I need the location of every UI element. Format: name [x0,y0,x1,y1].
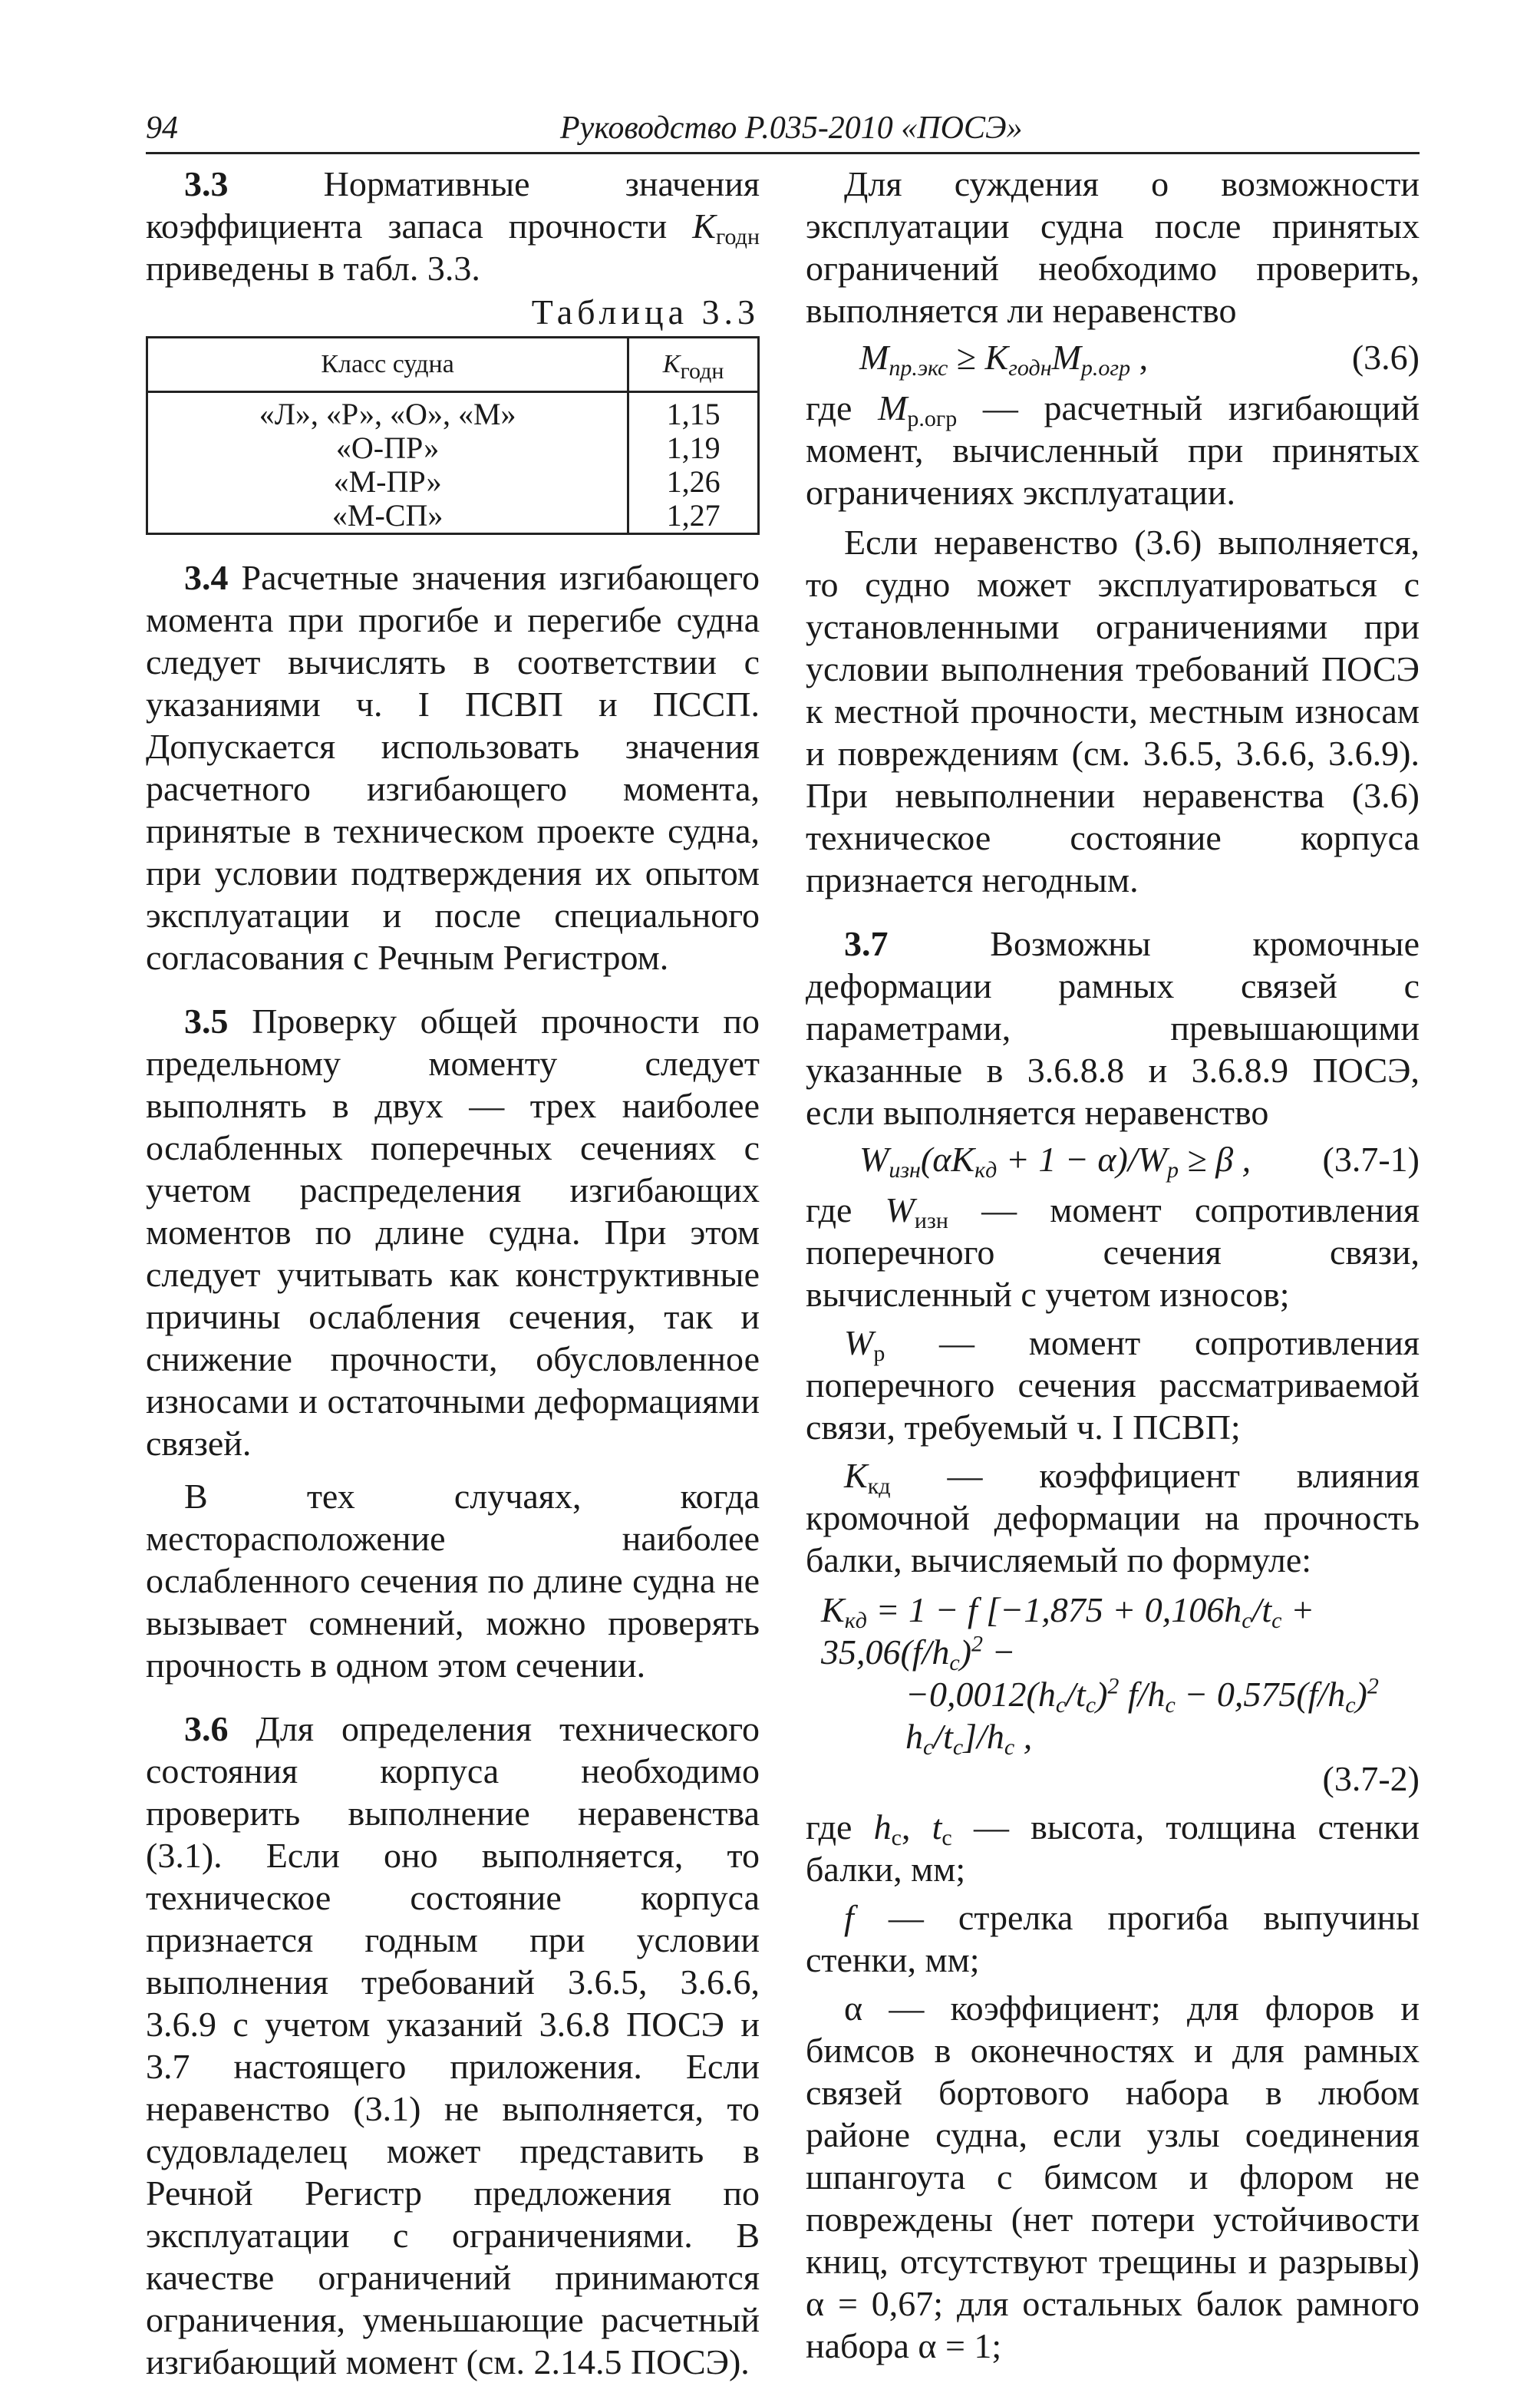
page-number: 94 [146,111,178,146]
formula-number: (3.7-1) [1322,1140,1420,1179]
running-title: Руководство Р.035-2010 «ПОСЭ» [560,111,1023,146]
section-3-4: 3.4 Расчетные значения изгибающего момента при прогибе и перегибе судна следует вычислять в соответствии с указаниями ч. I ПСВП и ПССП. Допускается использовать значения расчетного изгибающего момента, принятые в техническом проекте судна, при условии подтверждения их опытом эксплуатации и после специального согласования с Речным Регистром. [146,558,760,977]
table-row: «О-ПР» 1,19 [147,431,759,465]
formula-3-7-1: $W_{изн}(\alpha K_{кд} + 1 - \alpha)/W_р \ge \beta$ , (3.7-1) [859,1140,1420,1183]
formula-number: (3.7-2) [1322,1759,1420,1798]
right-column [806,163,1420,2367]
paragraph-condition-result: Если неравенство (3.6) выполняется, то судно может эксплуатироваться с установленными ограничениями при условии выполнения требований ПОСЭ к местной прочности, местным износам и повреждениям (см. 3.6.5, 3.6.6, 3.6.9). При невыполнении неравенства (3.6) техническое состояние корпуса признается негодным. [806,523,1420,899]
where-w-izn: где $W_{изн}$ — момент сопротивления поперечного сечения связи, вычисленный с учетом износов; [806,1190,1420,1314]
safety-factor-table [146,336,760,535]
page-header [146,107,1420,154]
table-header-class: Класс судна [147,338,628,392]
formula-number: (3.6) [1351,338,1420,377]
where-w-p: $W_р$ — момент сопротивления поперечного сечения рассматриваемой связи, требуемый ч. I ПСВП; [806,1323,1420,1447]
table-row: «Л», «Р», «О», «М» 1,15 [147,392,759,432]
where-m-rogr: где $M_{р.огр}$ — расчетный изгибающий момент, вычисленный при принятых ограничениях эксплуатации. [806,388,1420,512]
section-3-3: 3.3 Нормативные значения коэффициента запаса прочности $K_{годн}$ приведены в табл. 3.3. [146,164,760,288]
left-column [146,163,760,2383]
where-h-t: где $h_с$, $t_с$ — высота, толщина стенки балки, мм; [806,1807,1420,1889]
paragraph-inequality-intro: Для суждения о возможности эксплуатации судна после принятых ограничений необходимо проверить, выполняется ли неравенство [806,164,1420,330]
where-k-kd: $K_{кд}$ — коэффициент влияния кромочной деформации на прочность балки, вычисляемый по формуле: [806,1456,1420,1579]
formula-3-6: $M_{пр.экс} \ge K_{годн}M_{р.огр}$ , (3.6) [859,338,1420,381]
table-row: «М-СП» 1,27 [147,499,759,534]
section-3-5-paragraph-2: В тех случаях, когда месторасположение наиболее ослабленного сечения по длине судна не вызывает сомнений, можно проверять прочность в одном этом сечении. [146,1477,760,1685]
table-caption: Таблица 3.3 [531,292,760,332]
table-header-k: $K_{годн}$ [628,338,759,392]
section-3-7: 3.7 Возможны кромочные деформации рамных связей с параметрами, превышающими указанные в 3.6.8.8 и 3.6.8.9 ПОСЭ, если выполняется неравенство [806,924,1420,1132]
table-row: «М-ПР» 1,26 [147,465,759,499]
section-3-5: 3.5 Проверку общей прочности по предельному моменту следует выполнять в двух — трех наиболее ослабленных поперечных сечениях с учетом распределения изгибающих моментов по длине судна. При этом следует учитывать как конструктивные причины ослабления сечения, так и снижение прочности, обусловленное износами и остаточными деформациями связей. [146,1002,760,1463]
formula-3-7-2: $K_{кд} = 1 - f$ [$-1,875 + 0,106h_с/t_с + 35,06(f/h_с)^2$ − $-0,0012(h_с/t_с)^2$ $f/h_с - 0,575(f/h_с)^2$ $h_с/t_с]/h_с$ , (3.7-2) [806,1589,1420,1800]
where-alpha: α — коэффициент; для флоров и бимсов в оконечностях и для рамных связей бортового набора в любом районе судна, если узлы соединения шпангоута с бимсом и флором не повреждены (нет потери устойчивости книц, отсутствуют трещины и разрывы) α = 0,67; для остальных балок рамного набора α = 1; [806,1989,1420,2365]
section-3-6: 3.6 Для определения технического состояния корпуса необходимо проверить выполнение неравенства (3.1). Если оно выполняется, то техническое состояние корпуса признается годным при условии выполнения требований 3.6.5, 3.6.6, 3.6.9 с учетом указаний 3.6.8 ПОСЭ и 3.7 настоящего приложения. Если неравенство (3.1) не выполняется, то судовладелец может представить в Речной Регистр предложения по эксплуатации с ограничениями. В качестве ограничений принимаются ограничения, уменьшающие расчетный изгибающий момент (см. 2.14.5 ПОСЭ). [146,1709,760,2381]
where-f: f — стрелка прогиба выпучины стенки, мм; [806,1898,1420,1979]
